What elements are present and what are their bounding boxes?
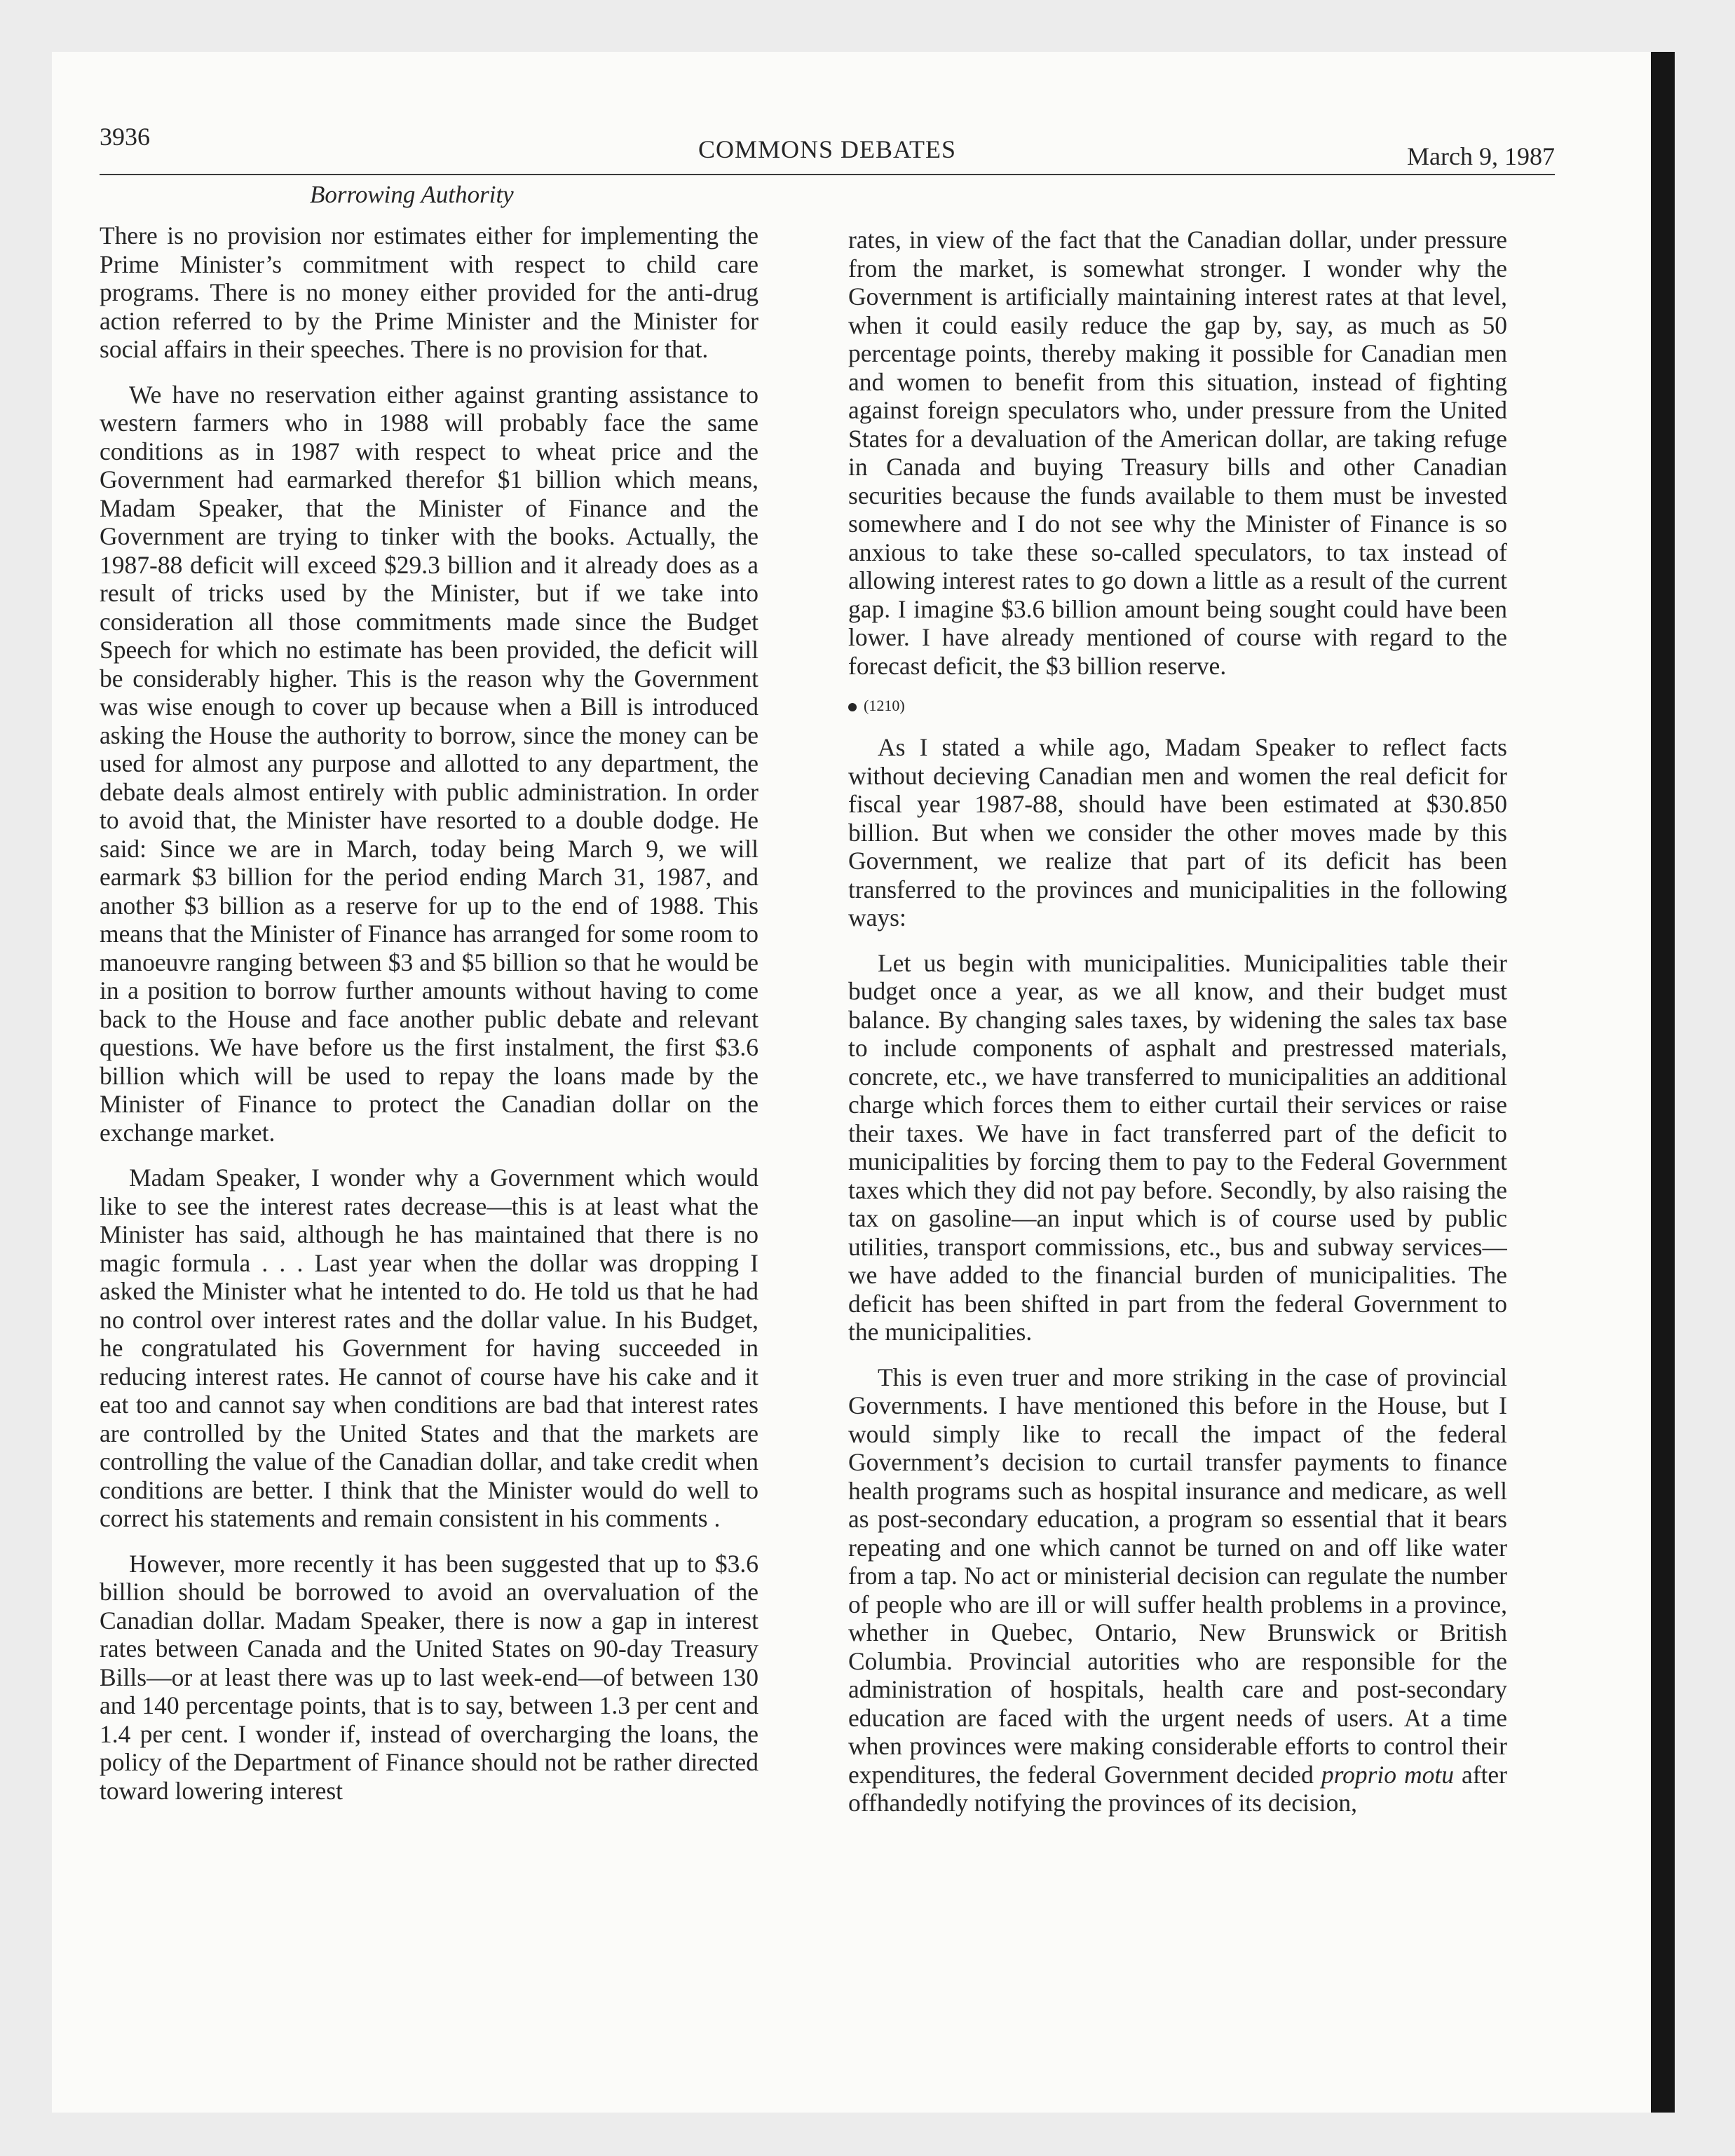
paragraph: Let us begin with municipalities. Municipalities table their budget once a year, as we all know, and their budget must balance. By changing sales taxes, by widening the sales tax base to include components of asphalt and prestressed materials, concrete, etc., we have transferred to municipalities an additional charge which forces them to either curtail their services or raise their taxes. We have in fact transferred part of the deficit to municipalities by forcing them to pay to the Federal Government taxes which they did not pay before. Secondly, by also raising the tax on gasoline—an input which is of course used by public utilities, transport commissions, etc., bus and subway services—we have added to the financial burden of municipalities. The deficit has been shifted in part from the federal Government to the municipalities.: [848, 948, 1507, 1346]
paragraph-text: This is even truer and more striking in the case of provincial Governments. I have mentioned this before in the House, but I would simply like to recall the impact of the federal Government’s decision to curtail transfer payments to finance health programs such as hospital insurance and medicare, as well as post-secondary education, a program so essential that it bears repeating and one which cannot be turned on and off like water from a tap. No act or ministerial decision can regulate the number of people who are ill or will suffer health problems in a province, whether in Quebec, Ontario, New Brunswick or British Columbia. Provincial autorities who are responsible for the administration of hospitals, health care and post-secondary education are faced with the urgent needs of users. At a time when provinces were making considerable efforts to control their expenditures, the federal Government decided: [848, 1363, 1507, 1789]
section-title: Borrowing Authority: [310, 181, 514, 208]
paragraph: Madam Speaker, I wonder why a Government which would like to see the interest rates decrease—this is at least what the Minister has said, although he has maintained that there is no magic formula . . . Last year when the dollar was dropping I asked the Minister what he intented to do. He told us that he had no control over interest rates and the dollar value. In his Budget, he congratulated his Government for having succeeded in reducing interest rates. He cannot of course have his cake and it eat too and cannot say when conditions are bad that interest rates are controlled by the United States and that the markets are controlling the value of the Canadian dollar, and take credit when conditions are better. I think that the Minister would do well to correct his statements and remain consistent in his comments .: [100, 1164, 758, 1532]
time-marker-label: (1210): [864, 697, 905, 714]
time-marker: [848, 697, 1507, 715]
bullet-icon: [848, 703, 857, 711]
page-number: 3936: [100, 123, 150, 151]
paragraph: We have no reservation either against granting assistance to western farmers who in 1988 will probably face the same conditions as in 1987 with respect to wheat price and the Government had earmarked therefor $1 billion which means, Madam Speaker, that the Minister of Finance and the Government are trying to tinker with the books. Actually, the 1987-88 deficit will exceed $29.3 billion and it already does as a result of tricks used by the Minister, but if we take into consideration all those commitments made since the Budget Speech for which no estimate has been provided, the deficit will be considerably higher. This is the reason why the Government was wise enough to cover up because when a Bill is introduced asking the House the authority to borrow, since the money can be used for almost any purpose and allotted to any department, the debate deals almost entirely with public administration. In order to avoid that, the Minister have resorted to a double dodge. He said: Since we are in March, today being March 9, we will earmark $3 billion for the period ending March 31, 1987, and another $3 billion as a reserve for up to the end of 1988. This means that the Minister of Finance has arranged for some room to manoeuvre ranging between $3 and $5 billion so that he would be in a position to borrow further amounts without having to come back to the House and face another public debate and relevant questions. We have before us the first instalment, the first $3.6 billion which will be used to repay the loans made by the Minister of Finance to protect the Canadian dollar on the exchange market.: [100, 380, 758, 1147]
page-header: [100, 76, 1555, 175]
paragraph: As I stated a while ago, Madam Speaker to reflect facts without decieving Canadian men and women the real deficit for fiscal year 1987-88, should have been estimated at $30.850 billion. But when we consider the other moves made by this Government, we realize that part of its deficit has been transferred to the provinces and municipalities in the following ways:: [848, 733, 1507, 932]
paragraph: However, more recently it has been suggested that up to $3.6 billion should be borrowed to avoid an overvaluation of the Canadian dollar. Madam Speaker, there is now a gap in interest rates between Canada and the United States on 90-day Treasury Bills—or at least there was up to last week-end—of between 130 and 140 percentage points, that is to say, between 1.3 per cent and 1.4 per cent. I wonder if, instead of overcharging the loans, the policy of the Department of Finance should not be rather directed toward lowering interest: [100, 1549, 758, 1805]
paragraph: [848, 1363, 1507, 1817]
latin-phrase: proprio motu: [1321, 1760, 1454, 1789]
page-date: March 9, 1987: [1407, 142, 1555, 170]
publication-title: COMMONS DEBATES: [698, 135, 957, 163]
paragraph: There is no provision nor estimates either for implementing the Prime Minister’s commitment with respect to child care programs. There is no money either provided for the anti-drug action referred to by the Prime Minister and the Minister for social affairs in their speeches. There is no provision for that.: [100, 221, 758, 363]
paragraph-text-end: after offhandedly notifying the provinces of its decision,: [848, 1760, 1507, 1817]
right-column: [848, 226, 1507, 2076]
paragraph: rates, in view of the fact that the Canadian dollar, under pressure from the market, is somewhat stronger. I wonder why the Government is artificially maintaining interest rates at that level, when it could easily reduce the gap by, say, as much as 50 percentage points, thereby making it possible for Canadian men and women to benefit from this situation, instead of fighting against foreign speculators who, under pressure from the United States for a devaluation of the American dollar, are taking refuge in Canada and buying Treasury bills and other Canadian securities because the funds available to them must be invested somewhere and I do not see why the Minister of Finance is so anxious to take these so-called speculators, to tax instead of allowing interest rates to go down a little as a result of the current gap. I imagine $3.6 billion amount being sought could have been lower. I have already mentioned of course with regard to the forecast deficit, the $3 billion reserve.: [848, 226, 1507, 680]
left-column: [100, 221, 758, 2072]
scan-edge-bar: [1651, 52, 1675, 2113]
